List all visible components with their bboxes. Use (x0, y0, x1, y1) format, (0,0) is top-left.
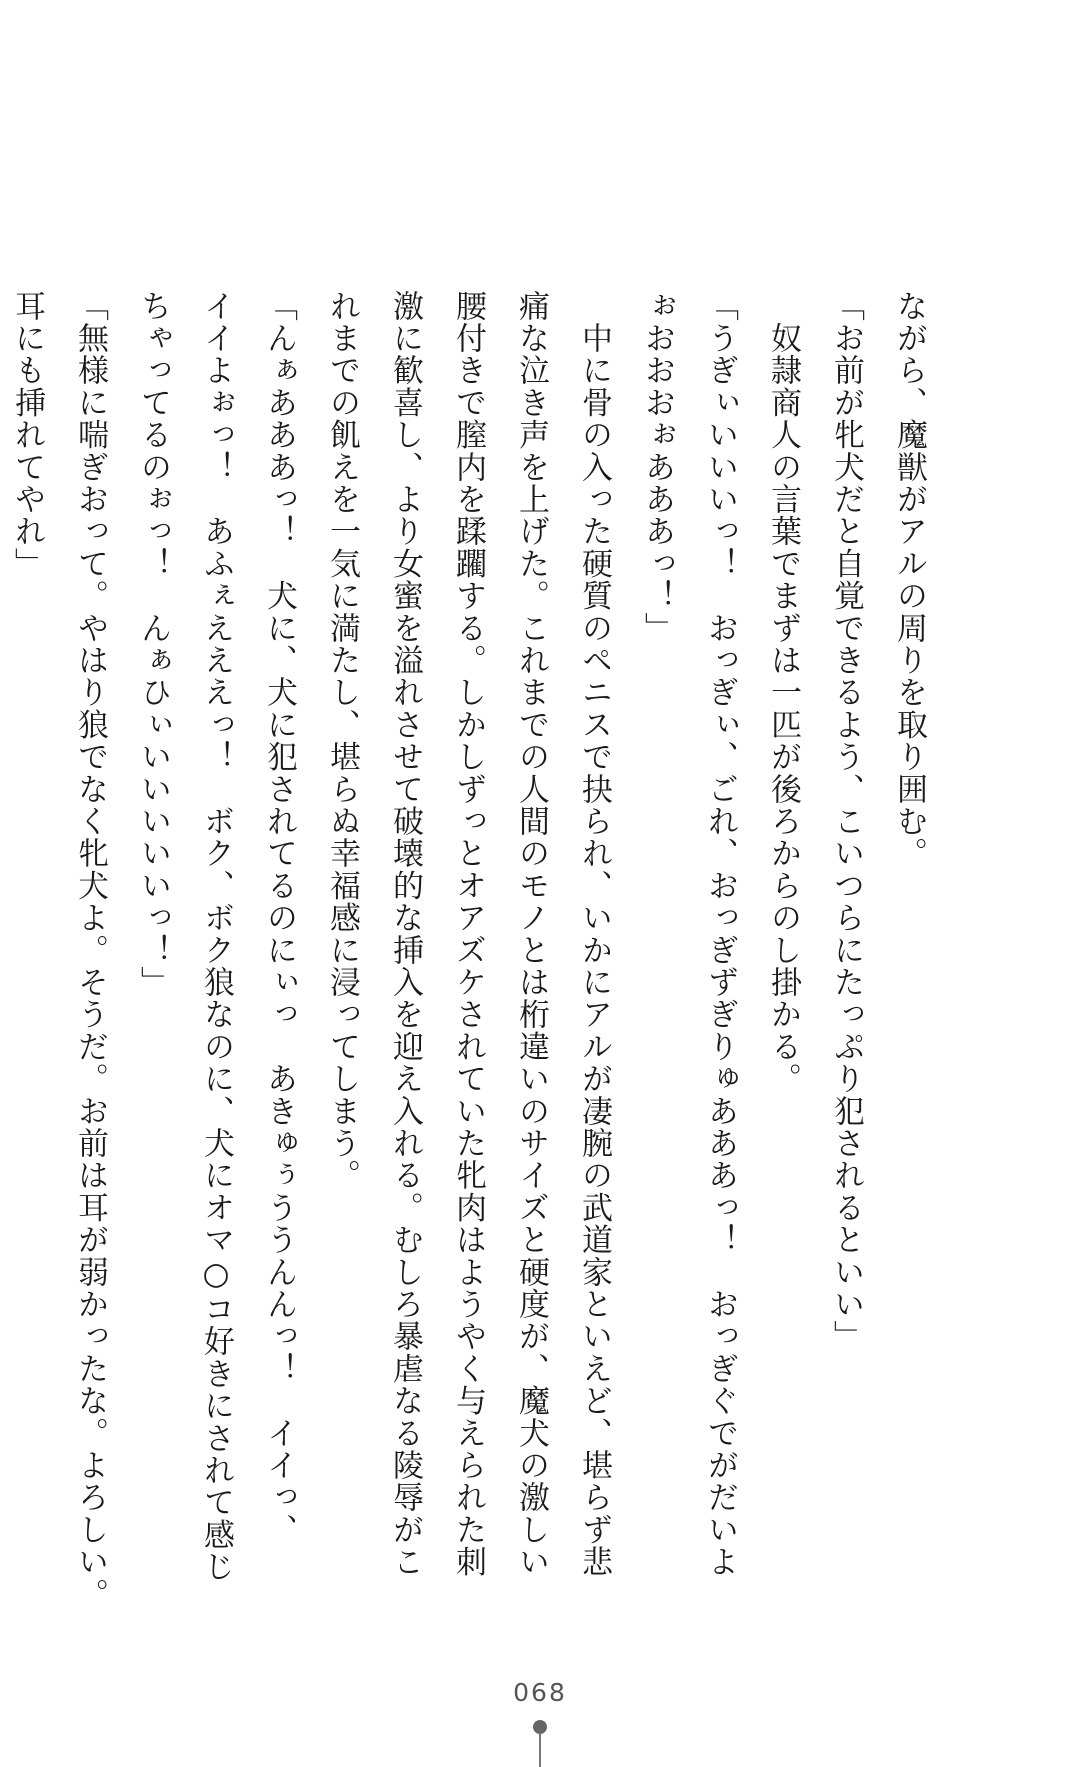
text-line: 耳にも挿れてやれ」 (9, 290, 45, 580)
page-marker-dot (533, 1720, 547, 1734)
text-line: ちゃってるのぉっ！ んぁひぃいいいいいっ！」 (135, 290, 171, 999)
page-number: 068 (513, 1678, 567, 1707)
text-line: ながら、魔獣がアルの周りを取り囲む。 (891, 290, 927, 870)
text-line: れまでの飢えを一気に満たし、堪らぬ幸福感に浸ってしまう。 (324, 290, 360, 1192)
text-line: 「んぁあああっ！ 犬に、犬に犯されてるのにぃっ あきゅぅううんんっ！ イイっ、 (261, 290, 297, 1546)
text-line: 中に骨の入った硬質のペニスで抉られ、いかにアルが凄腕の武道家といえど、堪らず悲 (576, 290, 612, 1578)
text-line: 激に歓喜し、より女蜜を溢れさせて破壊的な挿入を迎え入れる。むしろ暴虐なる陵辱がこ (387, 290, 423, 1578)
body-text (9, 290, 940, 1611)
text-line: 奴隷商人の言葉でまずは一匹が後ろからのし掛かる。 (765, 290, 801, 1095)
text-line: 「お前が牝犬だと自覚できるよう、こいつらにたっぷり犯されるといい」 (828, 290, 864, 1353)
text-line: 「無様に喘ぎおって。やはり狼でなく牝犬よ。そうだ。お前は耳が弱かったな。よろしい。 (72, 290, 108, 1611)
text-line: 「うぎぃいいいっ！ おっぎぃ、ごれ、おっぎずぎりゅあああっ！ おっぎぐでがだいよ (702, 290, 738, 1578)
text-line: ぉおおおぉあああっ！」 (639, 290, 675, 645)
page-marker-rule (539, 1734, 541, 1767)
text-line: 腰付きで膣内を蹂躙する。しかしずっとオアズケされていた牝肉はようやく与えられた刺 (450, 290, 486, 1578)
text-line: イイよぉっ！ あふぇえええっ！ ボク、ボク狼なのに、犬にオマ○コ好きにされて感じ (198, 290, 234, 1583)
text-line: 痛な泣き声を上げた。これまでの人間のモノとは桁違いのサイズと硬度が、魔犬の激しい (513, 290, 549, 1578)
